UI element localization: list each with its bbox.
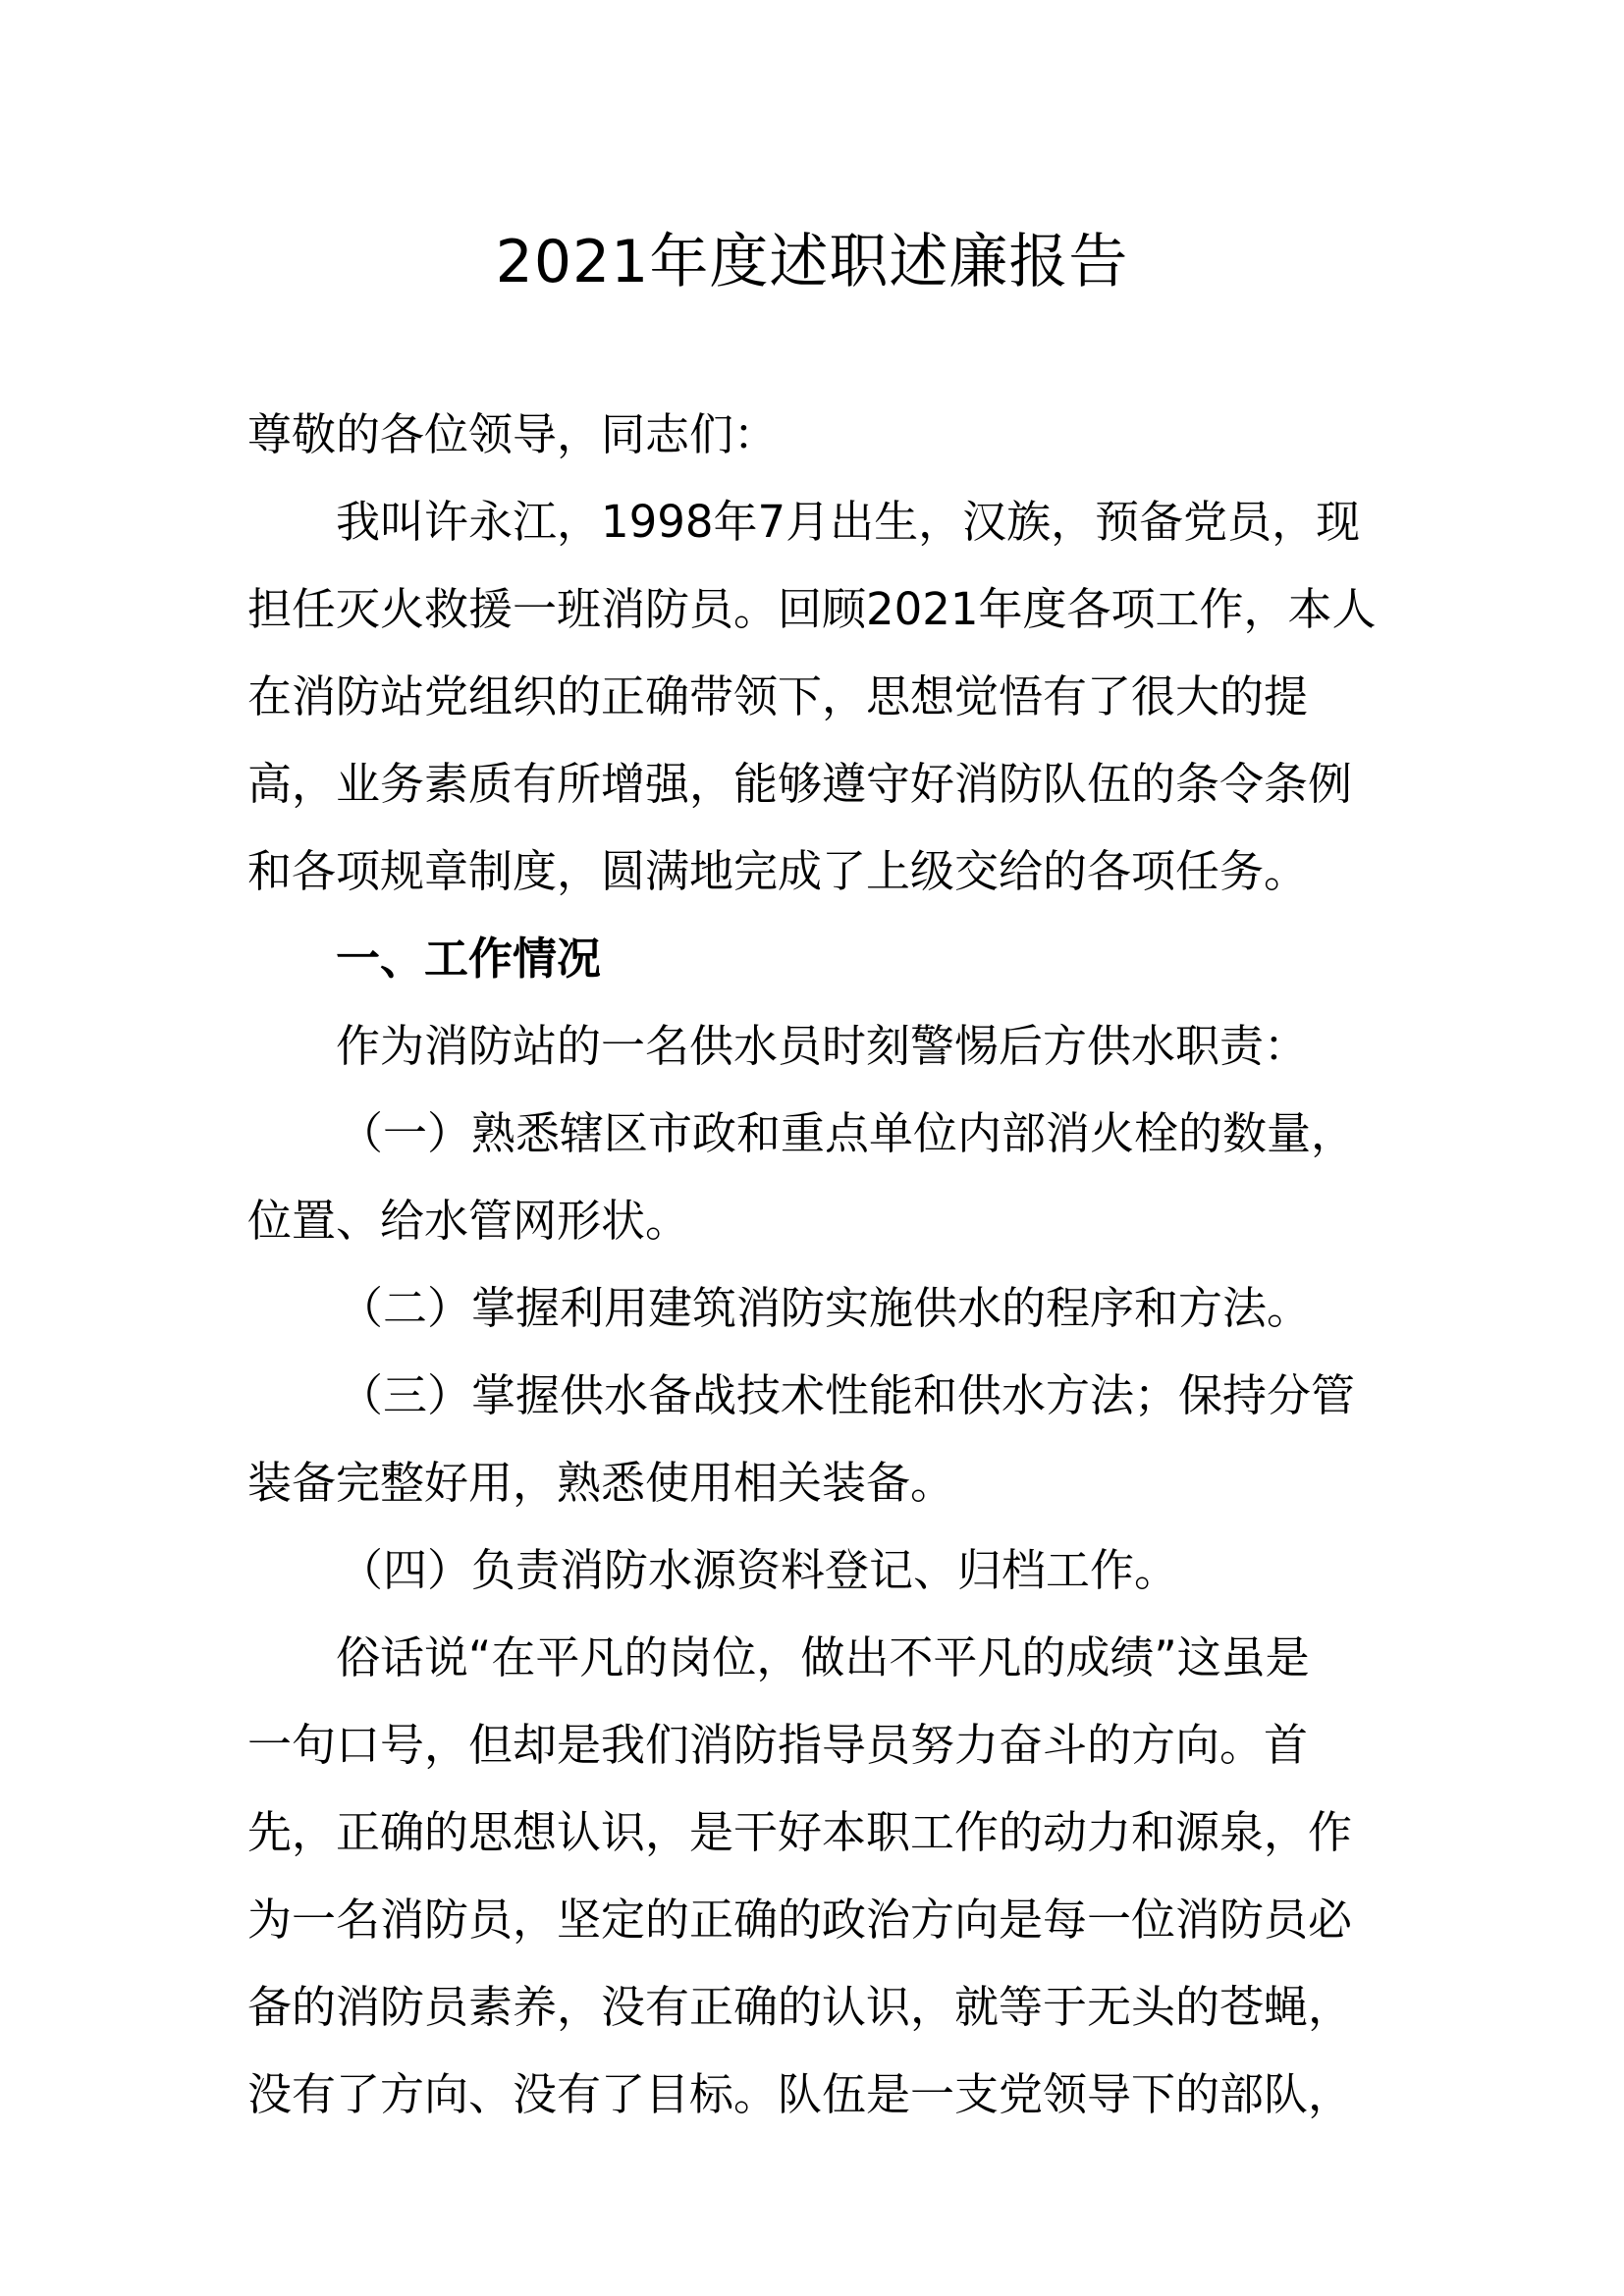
paragraph-line: 作为消防站的一名供水员时刻警惕后方供水职责： <box>336 1020 1309 1072</box>
section-heading: 一、工作情况 <box>336 933 602 985</box>
paragraph-line: 俗话说“在平凡的岗位，做出不平凡的成绩”这虽是 <box>336 1631 1310 1683</box>
paragraph-line: 在消防站党组织的正确带领下，思想觉悟有了很大的提 <box>247 670 1309 722</box>
paragraph-line: 备的消防员素养，没有正确的认识，就等于无头的苍蝇， <box>247 1981 1353 2033</box>
list-item-line: 位置、给水管网形状。 <box>247 1195 690 1247</box>
paragraph-line: 先，正确的思想认识，是干好本职工作的动力和源泉，作 <box>247 1806 1353 1858</box>
list-item-line: 装备完整好用，熟悉使用相关装备。 <box>247 1457 955 1509</box>
paragraph-line: 一句口号，但却是我们消防指导员努力奋斗的方向。首 <box>247 1719 1309 1771</box>
paragraph-line: 没有了方向、没有了目标。队伍是一支党领导下的部队， <box>247 2068 1353 2120</box>
list-item-line: （一）熟悉辖区市政和重点单位内部消火栓的数量， <box>339 1107 1356 1159</box>
paragraph-line: 担任灭火救援一班消防员。回顾2021年度各项工作，本人 <box>247 583 1377 635</box>
paragraph-line: 高，业务素质有所增强，能够遵守好消防队伍的条令条例 <box>247 758 1353 810</box>
list-item-line: （二）掌握利用建筑消防实施供水的程序和方法。 <box>339 1282 1312 1334</box>
paragraph-line: 我叫许永江，1998年7月出生，汉族，预备党员，现 <box>336 496 1361 548</box>
paragraph-line: 和各项规章制度，圆满地完成了上级交给的各项任务。 <box>247 845 1309 897</box>
paragraph-line: 为一名消防员，坚定的正确的政治方向是每一位消防员必 <box>247 1894 1353 1946</box>
list-item-line: （四）负责消防水源资料登记、归档工作。 <box>339 1544 1179 1596</box>
salutation-line: 尊敬的各位领导，同志们： <box>247 408 779 460</box>
document-title: 2021年度述职述廉报告 <box>495 228 1129 296</box>
list-item-line: （三）掌握供水备战技术性能和供水方法；保持分管 <box>339 1369 1356 1421</box>
